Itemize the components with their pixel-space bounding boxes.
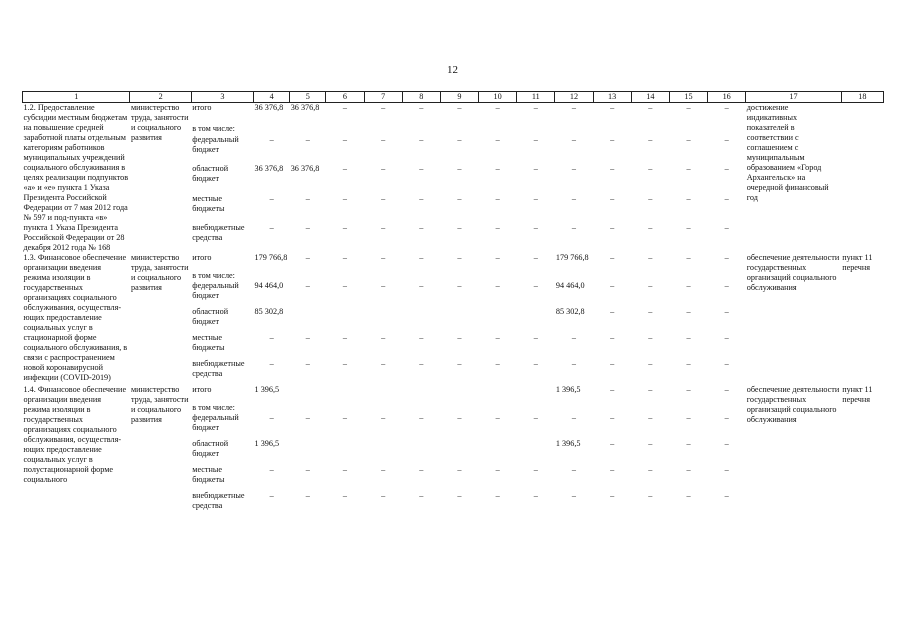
amount-cell: – xyxy=(495,253,500,262)
amount-cell xyxy=(708,271,746,281)
funding-source: областной бюджет xyxy=(192,439,229,458)
amount-cell: – xyxy=(648,307,653,316)
amount-cell: – xyxy=(610,413,615,422)
amount-cell: – xyxy=(305,134,310,144)
amount-cell xyxy=(479,403,517,413)
amount-cell: – xyxy=(686,164,691,174)
amount-cell xyxy=(290,307,326,333)
amount-cell: – xyxy=(533,359,538,368)
amount-cell: – xyxy=(419,103,424,112)
column-number-6: 6 xyxy=(326,92,364,103)
amount-cell: – xyxy=(648,134,653,144)
amount-cell: – xyxy=(457,103,462,112)
amount-cell: – xyxy=(610,134,615,144)
amount-cell: – xyxy=(342,103,347,112)
amount-cell xyxy=(326,307,364,333)
amount-cell: – xyxy=(571,465,577,474)
amount-cell xyxy=(517,439,555,465)
column-number-7: 7 xyxy=(364,92,402,103)
amount-cell: – xyxy=(495,281,500,290)
column-number-2: 2 xyxy=(130,92,191,103)
amount-cell: – xyxy=(686,439,691,448)
expected-result: обеспечение деятельности государственных организаций социального обслуживания xyxy=(746,385,840,424)
amount-cell: – xyxy=(571,164,577,174)
amount-cell xyxy=(555,271,593,281)
amount-cell xyxy=(440,403,478,413)
amount-cell: – xyxy=(610,307,615,316)
amount-cell xyxy=(517,307,555,333)
amount-cell: 179 766,8 xyxy=(254,253,288,262)
amount-cell: – xyxy=(610,465,615,474)
amount-cell: – xyxy=(686,359,691,368)
measure-description: 1.3. Финансовое обеспечение организации введения режима изоляции в государственных организациях социального обслуживания, осуществля-ющих предоставление социальных услуг в стационарной форме социального обслуживания, в связи с распространением новой коронавирусной инфекции (COVID-2019) xyxy=(23,253,128,382)
amount-cell: – xyxy=(495,164,500,174)
amount-cell: 36 376,8 xyxy=(254,164,284,174)
amount-cell: – xyxy=(686,465,691,474)
amount-cell xyxy=(669,403,707,413)
funding-source: федеральный бюджет xyxy=(192,134,239,154)
amount-cell xyxy=(290,271,326,281)
amount-cell: – xyxy=(305,253,310,262)
funding-source: итого xyxy=(192,385,212,394)
amount-cell: – xyxy=(686,413,691,422)
reference-note: пункт 11 перечня xyxy=(842,253,873,272)
amount-cell: – xyxy=(610,164,615,174)
amount-cell xyxy=(479,271,517,281)
amount-cell: – xyxy=(648,223,653,233)
amount-cell: – xyxy=(724,253,729,262)
amount-cell xyxy=(440,439,478,465)
amount-cell xyxy=(631,124,669,135)
amount-cell: – xyxy=(724,491,729,500)
amount-cell: – xyxy=(533,193,538,203)
amount-cell: – xyxy=(686,307,691,316)
amount-cell xyxy=(440,124,478,135)
amount-cell: – xyxy=(724,223,729,233)
amount-cell xyxy=(593,271,631,281)
amount-cell: – xyxy=(457,193,462,203)
column-number-5: 5 xyxy=(290,92,326,103)
amount-cell: – xyxy=(533,164,538,174)
amount-cell: – xyxy=(533,253,538,262)
amount-cell xyxy=(593,403,631,413)
amount-cell: – xyxy=(269,134,274,144)
amount-cell: – xyxy=(724,134,729,144)
amount-cell: – xyxy=(533,491,538,500)
amount-cell: – xyxy=(305,223,310,233)
amount-cell: – xyxy=(724,333,729,342)
amount-cell: – xyxy=(648,193,653,203)
amount-cell xyxy=(631,403,669,413)
amount-cell: 94 464,0 xyxy=(555,281,585,290)
amount-cell xyxy=(254,403,290,413)
amount-cell: – xyxy=(495,333,500,342)
amount-cell xyxy=(517,385,555,403)
amount-cell: – xyxy=(342,413,347,422)
column-number-10: 10 xyxy=(479,92,517,103)
amount-cell: – xyxy=(381,359,386,368)
column-number-18: 18 xyxy=(841,92,883,103)
amount-cell: – xyxy=(648,413,653,422)
amount-cell: – xyxy=(686,134,691,144)
amount-cell: – xyxy=(342,465,347,474)
amount-cell: – xyxy=(610,359,615,368)
amount-cell: – xyxy=(686,333,691,342)
amount-cell xyxy=(326,271,364,281)
amount-cell xyxy=(326,124,364,135)
amount-cell: – xyxy=(269,193,274,203)
column-number-4: 4 xyxy=(254,92,290,103)
amount-cell: – xyxy=(648,281,653,290)
amount-cell: 1 396,5 xyxy=(254,439,280,448)
column-number-17: 17 xyxy=(746,92,841,103)
amount-cell: – xyxy=(495,413,500,422)
amount-cell: – xyxy=(648,359,653,368)
amount-cell: – xyxy=(381,491,386,500)
amount-cell: 36 376,8 xyxy=(254,103,284,112)
amount-cell: – xyxy=(724,103,729,112)
amount-cell: – xyxy=(686,193,691,203)
amount-cell: – xyxy=(305,491,310,500)
amount-cell xyxy=(555,124,593,135)
amount-cell: – xyxy=(457,164,462,174)
amount-cell xyxy=(440,307,478,333)
responsible-organization: министерство труда, занятости и социального развития xyxy=(130,103,189,142)
amount-cell: – xyxy=(342,253,347,262)
amount-cell: – xyxy=(610,193,615,203)
amount-cell: 1 396,5 xyxy=(555,439,581,448)
column-number-14: 14 xyxy=(631,92,669,103)
funding-source: областной бюджет xyxy=(192,164,229,184)
amount-cell: – xyxy=(269,359,274,368)
amount-cell xyxy=(290,403,326,413)
amount-cell: – xyxy=(457,491,462,500)
amount-cell xyxy=(364,271,402,281)
amount-cell: – xyxy=(495,103,500,112)
column-number-3: 3 xyxy=(191,92,253,103)
amount-cell: – xyxy=(419,134,424,144)
amount-cell xyxy=(364,385,402,403)
amount-cell: – xyxy=(648,465,653,474)
amount-cell: – xyxy=(686,223,691,233)
amount-cell: – xyxy=(457,281,462,290)
amount-cell xyxy=(254,271,290,281)
amount-cell: – xyxy=(571,333,577,342)
amount-cell xyxy=(290,385,326,403)
amount-cell: – xyxy=(381,333,386,342)
funding-source: в том числе: xyxy=(192,271,235,280)
amount-cell xyxy=(402,271,440,281)
amount-cell: – xyxy=(571,491,577,500)
amount-cell: – xyxy=(724,439,729,448)
amount-cell: – xyxy=(305,193,310,203)
amount-cell xyxy=(440,385,478,403)
amount-cell xyxy=(326,385,364,403)
amount-cell: – xyxy=(495,134,500,144)
amount-cell xyxy=(290,439,326,465)
amount-cell: – xyxy=(533,134,538,144)
amount-cell: – xyxy=(724,465,729,474)
column-number-header xyxy=(23,92,884,103)
amount-cell xyxy=(669,271,707,281)
column-number-9: 9 xyxy=(440,92,478,103)
amount-cell: – xyxy=(571,359,577,368)
amount-cell: – xyxy=(419,359,424,368)
amount-cell: – xyxy=(381,103,386,112)
amount-cell xyxy=(479,439,517,465)
amount-cell: – xyxy=(457,465,462,474)
funding-source: областной бюджет xyxy=(192,307,229,326)
column-number-8: 8 xyxy=(402,92,440,103)
amount-cell: – xyxy=(724,281,729,290)
amount-cell: – xyxy=(269,465,274,474)
amount-cell xyxy=(479,307,517,333)
amount-cell: – xyxy=(305,281,310,290)
amount-cell: – xyxy=(419,491,424,500)
responsible-organization: министерство труда, занятости и социального развития xyxy=(130,385,189,424)
amount-cell: 36 376,8 xyxy=(290,164,320,174)
amount-cell: – xyxy=(610,103,615,112)
amount-cell: – xyxy=(610,281,615,290)
amount-cell: – xyxy=(342,359,347,368)
amount-cell: – xyxy=(381,223,386,233)
amount-cell: – xyxy=(610,439,615,448)
measure-description: 1.4. Финансовое обеспечение организации введения режима изоляции в государственных организациях социального обслуживания, осуществля-ющих предоставление социальных услуг в полустационарной форме социального xyxy=(23,385,127,484)
amount-cell: – xyxy=(648,333,653,342)
amount-cell xyxy=(402,439,440,465)
amount-cell: – xyxy=(648,491,653,500)
amount-cell: – xyxy=(342,164,347,174)
amount-cell: – xyxy=(571,413,577,422)
column-number-13: 13 xyxy=(593,92,631,103)
amount-cell: – xyxy=(269,491,274,500)
amount-cell: – xyxy=(269,333,274,342)
amount-cell: – xyxy=(419,223,424,233)
amount-cell: – xyxy=(305,465,310,474)
amount-cell: – xyxy=(419,465,424,474)
amount-cell: – xyxy=(533,465,538,474)
amount-cell: – xyxy=(724,359,729,368)
amount-cell xyxy=(364,124,402,135)
measure-description: 1.2. Предоставление субсидии местным бюджетам на повышение средней заработной платы отдельным категориям работников муниципальных учреждений социального обслуживания в целях реализации подпунктов «а» и «е» пункта 1 Указа Президента Российской Федерации от 7 мая 2012 года № 597 и под-пункта «в» пункта 1 Указа Президента Российской Федерации от 28 декабря 2012 года № 168 xyxy=(23,103,129,252)
amount-cell: – xyxy=(571,223,577,233)
amount-cell: – xyxy=(724,385,729,394)
funding-source: местные бюджеты xyxy=(192,333,225,352)
amount-cell xyxy=(479,124,517,135)
amount-cell: – xyxy=(342,491,347,500)
table-row xyxy=(23,253,884,271)
amount-cell: – xyxy=(533,333,538,342)
amount-cell: – xyxy=(571,103,577,112)
amount-cell xyxy=(708,124,746,135)
amount-cell: – xyxy=(381,253,386,262)
amount-cell: – xyxy=(686,103,691,112)
column-number-11: 11 xyxy=(517,92,555,103)
amount-cell: – xyxy=(419,281,424,290)
amount-cell: 85 302,8 xyxy=(254,307,284,316)
funding-source: итого xyxy=(192,253,212,262)
amount-cell: – xyxy=(648,385,653,394)
column-number-16: 16 xyxy=(708,92,746,103)
amount-cell xyxy=(364,403,402,413)
funding-source: итого xyxy=(192,103,212,112)
amount-cell: – xyxy=(381,193,386,203)
amount-cell: – xyxy=(610,491,615,500)
amount-cell xyxy=(669,124,707,135)
amount-cell: – xyxy=(495,465,500,474)
amount-cell xyxy=(517,403,555,413)
amount-cell: – xyxy=(495,223,500,233)
amount-cell: 85 302,8 xyxy=(555,307,585,316)
amount-cell xyxy=(290,124,326,135)
amount-cell xyxy=(326,439,364,465)
column-number-12: 12 xyxy=(555,92,593,103)
amount-cell xyxy=(364,307,402,333)
amount-cell: – xyxy=(457,359,462,368)
amount-cell: – xyxy=(419,333,424,342)
expected-result: достижение индикативных показателей в соответствии с соглашением с муниципальным образованием «Город Архангельск» на очередной финансовый год xyxy=(746,103,829,202)
expected-result: обеспечение деятельности государственных организаций социального обслуживания xyxy=(746,253,840,292)
amount-cell: 94 464,0 xyxy=(254,281,284,290)
amount-cell: – xyxy=(686,281,691,290)
funding-source: федеральный бюджет xyxy=(192,413,239,432)
amount-cell xyxy=(326,403,364,413)
amount-cell: – xyxy=(648,439,653,448)
amount-cell: – xyxy=(457,134,462,144)
amount-cell: 1 396,5 xyxy=(555,385,581,394)
amount-cell: – xyxy=(419,253,424,262)
amount-cell xyxy=(479,385,517,403)
reference-note xyxy=(841,103,883,254)
amount-cell: – xyxy=(381,134,386,144)
amount-cell xyxy=(631,271,669,281)
amount-cell: – xyxy=(305,413,310,422)
amount-cell: 179 766,8 xyxy=(555,253,589,262)
amount-cell: – xyxy=(610,385,615,394)
amount-cell: 36 376,8 xyxy=(290,103,320,112)
amount-cell xyxy=(517,124,555,135)
column-number-15: 15 xyxy=(669,92,707,103)
amount-cell: – xyxy=(495,491,500,500)
amount-cell xyxy=(364,439,402,465)
page-number: 12 xyxy=(447,64,458,76)
amount-cell: – xyxy=(419,193,424,203)
amount-cell: – xyxy=(457,413,462,422)
amount-cell: – xyxy=(457,333,462,342)
amount-cell: – xyxy=(686,491,691,500)
funding-source: внебюджетные средства xyxy=(192,223,245,243)
amount-cell xyxy=(593,124,631,135)
amount-cell: – xyxy=(533,413,538,422)
amount-cell: – xyxy=(724,193,729,203)
responsible-organization: министерство труда, занятости и социального развития xyxy=(130,253,189,292)
amount-cell: – xyxy=(610,223,615,233)
amount-cell: – xyxy=(381,281,386,290)
funding-source: внебюджетные средства xyxy=(192,491,245,510)
amount-cell: – xyxy=(342,223,347,233)
amount-cell: – xyxy=(571,193,577,203)
amount-cell: – xyxy=(419,164,424,174)
funding-source: местные бюджеты xyxy=(192,193,225,213)
funding-source: федеральный бюджет xyxy=(192,281,239,300)
amount-cell: – xyxy=(342,281,347,290)
amount-cell: – xyxy=(269,223,274,233)
amount-cell: – xyxy=(724,164,729,174)
amount-cell: – xyxy=(381,164,386,174)
budget-table xyxy=(22,91,884,517)
funding-source: в том числе: xyxy=(192,123,235,133)
amount-cell: – xyxy=(495,193,500,203)
amount-cell: – xyxy=(610,333,615,342)
amount-cell: – xyxy=(342,193,347,203)
amount-cell: – xyxy=(381,465,386,474)
funding-source: внебюджетные средства xyxy=(192,359,245,378)
amount-cell xyxy=(440,271,478,281)
amount-cell: – xyxy=(686,385,691,394)
table-row xyxy=(23,385,884,403)
amount-cell: – xyxy=(342,333,347,342)
amount-cell xyxy=(402,403,440,413)
amount-cell: – xyxy=(381,413,386,422)
amount-cell xyxy=(517,271,555,281)
amount-cell xyxy=(555,403,593,413)
amount-cell: – xyxy=(648,103,653,112)
column-number-1: 1 xyxy=(23,92,130,103)
amount-cell: – xyxy=(495,359,500,368)
amount-cell: – xyxy=(305,333,310,342)
amount-cell xyxy=(402,307,440,333)
amount-cell: – xyxy=(648,253,653,262)
amount-cell: – xyxy=(457,223,462,233)
amount-cell xyxy=(254,124,290,135)
amount-cell: 1 396,5 xyxy=(254,385,280,394)
amount-cell: – xyxy=(533,281,538,290)
amount-cell: – xyxy=(724,307,729,316)
amount-cell: – xyxy=(269,413,274,422)
amount-cell: – xyxy=(419,413,424,422)
amount-cell: – xyxy=(305,359,310,368)
amount-cell: – xyxy=(686,253,691,262)
amount-cell: – xyxy=(571,134,577,144)
amount-cell: – xyxy=(342,134,347,144)
amount-cell: – xyxy=(457,253,462,262)
funding-source: в том числе: xyxy=(192,403,235,412)
reference-note: пункт 11 перечня xyxy=(842,385,873,404)
table-row xyxy=(23,103,884,124)
amount-cell xyxy=(708,403,746,413)
amount-cell: – xyxy=(648,164,653,174)
amount-cell: – xyxy=(533,223,538,233)
amount-cell xyxy=(402,385,440,403)
amount-cell: – xyxy=(533,103,538,112)
funding-source: местные бюджеты xyxy=(192,465,225,484)
amount-cell: – xyxy=(610,253,615,262)
amount-cell xyxy=(402,124,440,135)
amount-cell: – xyxy=(724,413,729,422)
